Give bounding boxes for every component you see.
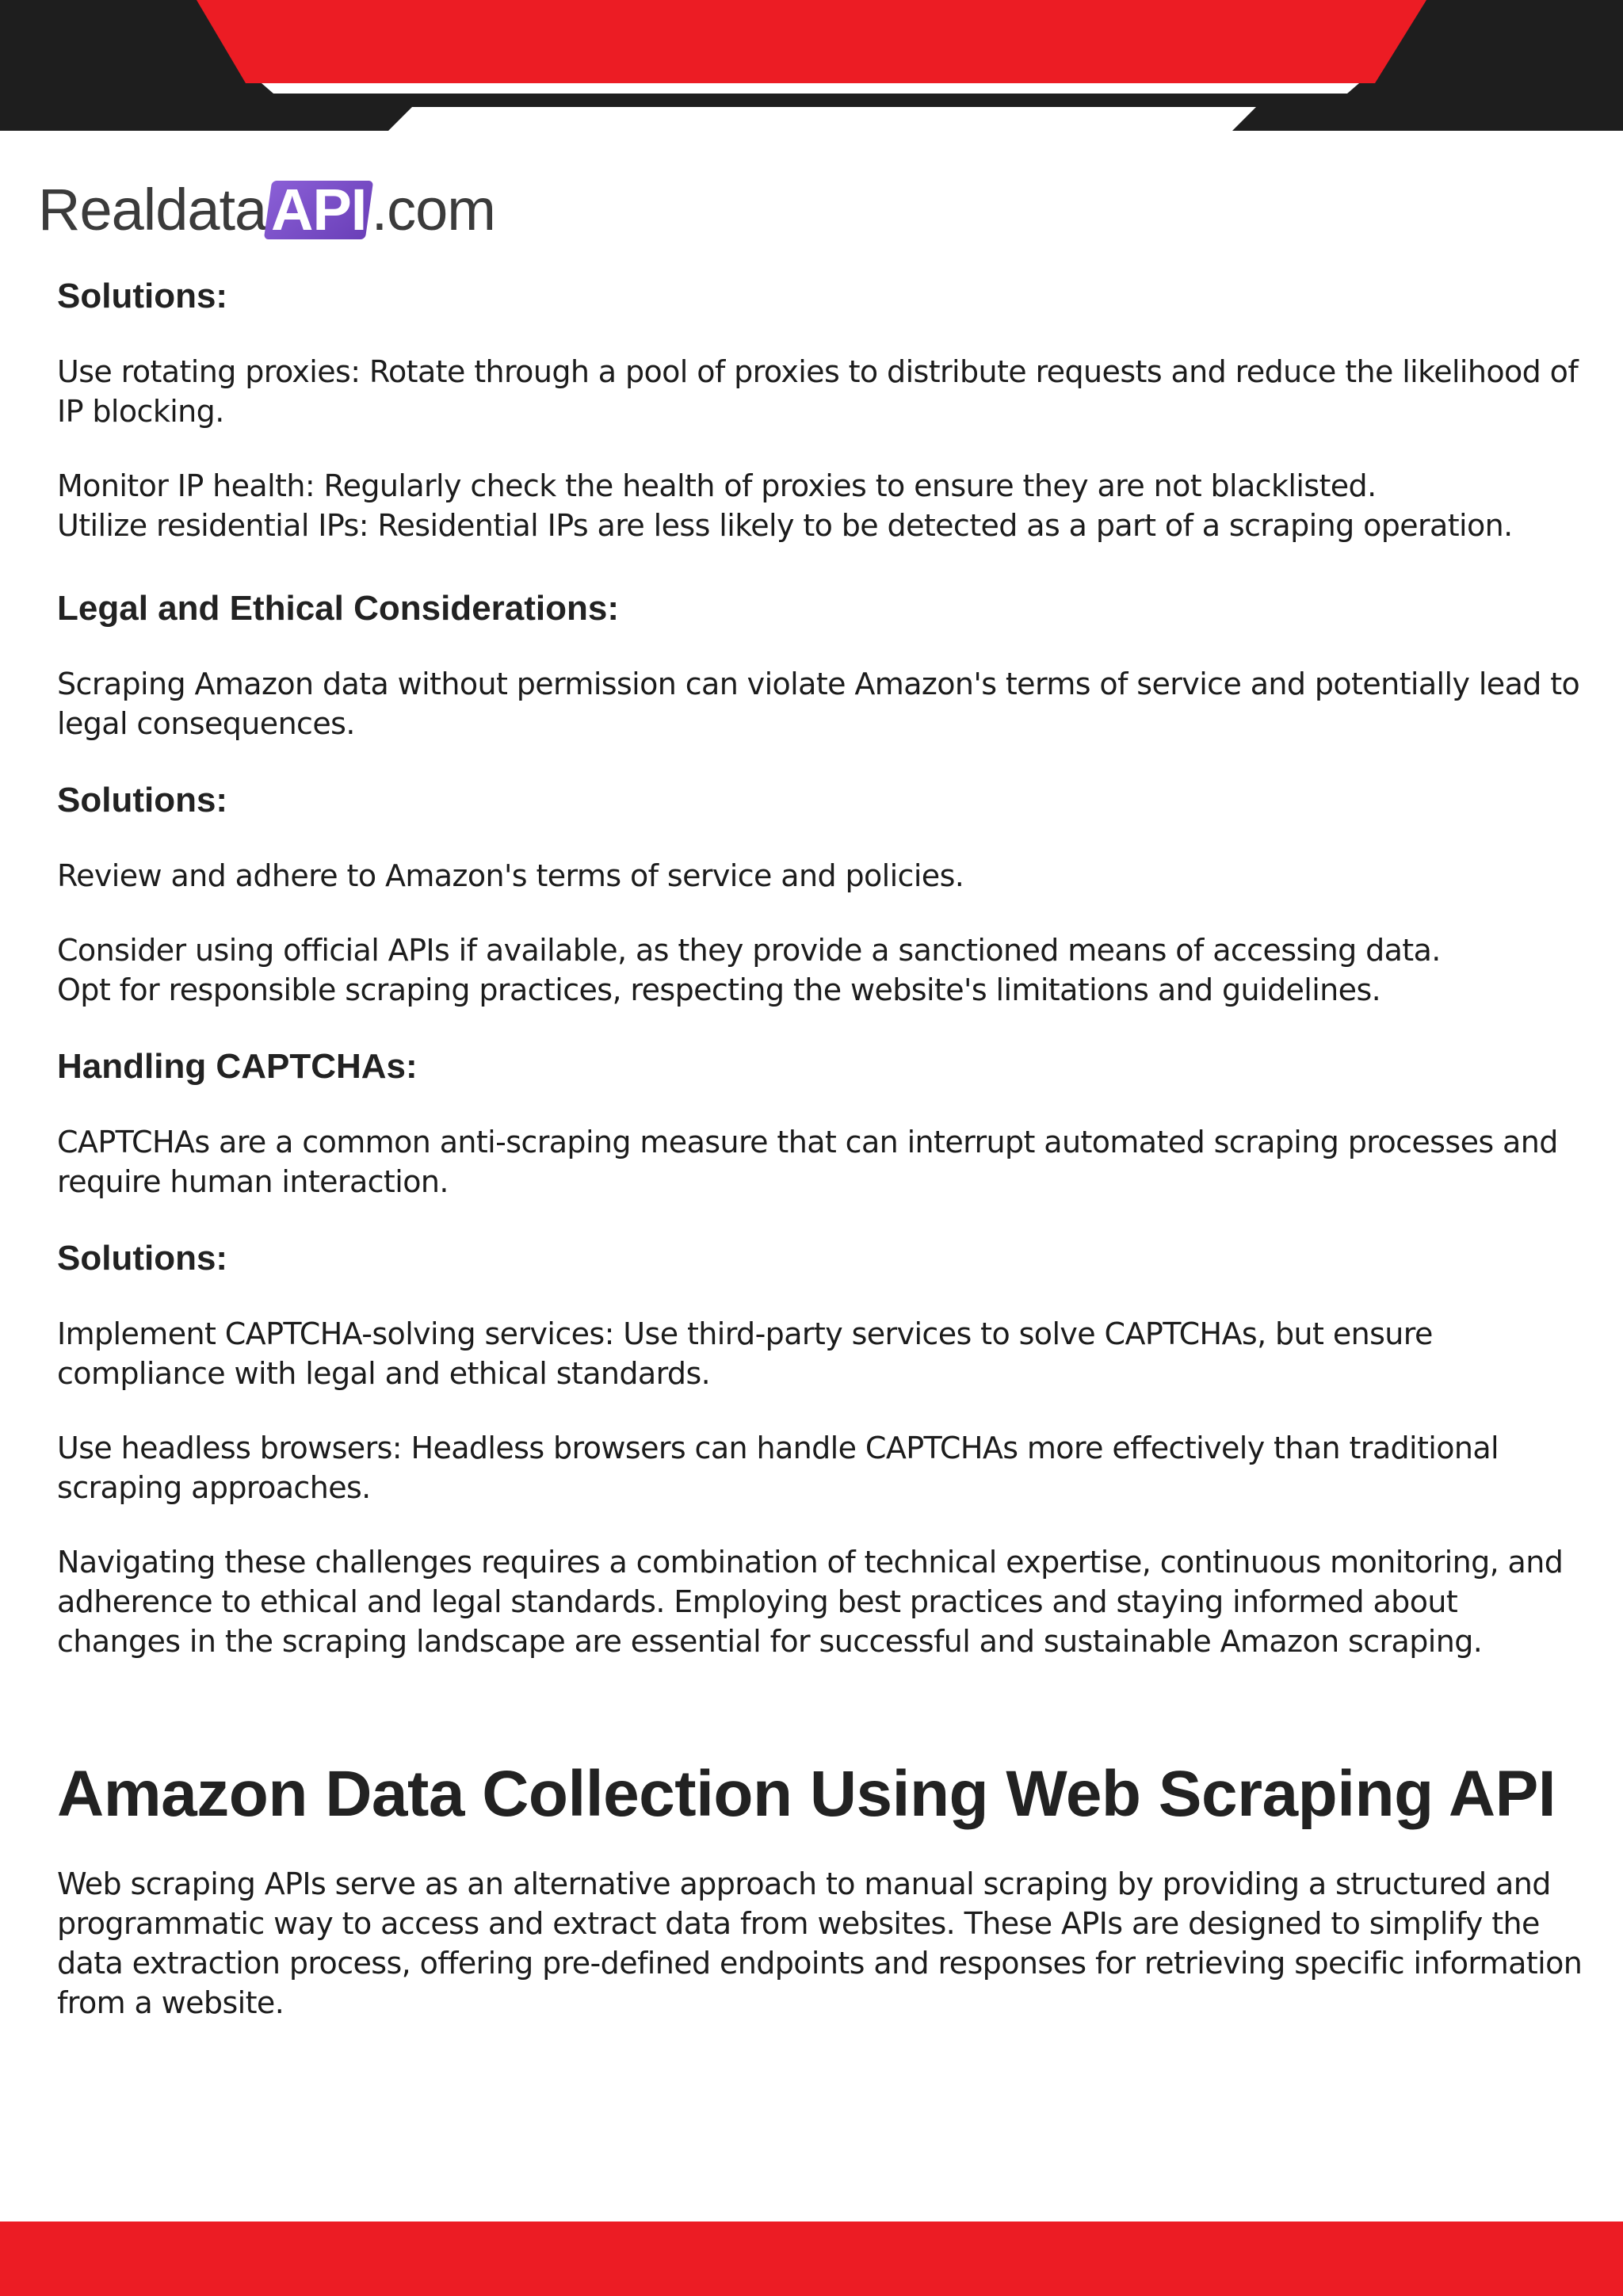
document-body [57, 274, 1587, 2023]
logo-api-badge: API [264, 181, 374, 239]
paragraph-responsible-scraping: Opt for responsible scraping practices, respecting the website's limitations and guidelines. [57, 972, 1381, 1007]
main-heading: Amazon Data Collection Using Web Scraping API [57, 1758, 1556, 1830]
realdataapi-logo [38, 177, 495, 243]
section-heading-solutions-3: Solutions: [57, 1239, 228, 1278]
paragraph-review-terms: Review and adhere to Amazon's terms of service and policies. [57, 858, 964, 893]
paragraph-navigating-challenges: Navigating these challenges requires a combination of technical expertise, continuous monitoring, and adherence to ethical and legal standards. Employing best practices and staying informed about changes in the scraping landscape are essential for successful and sustainable Amazon scraping. [57, 1545, 1564, 1659]
logo-suffix: .com [371, 177, 495, 243]
paragraph-residential-ips: Utilize residential IPs: Residential IPs are less likely to be detected as a part of a scraping operation. [57, 508, 1513, 543]
paragraph-headless-browsers: Use headless browsers: Headless browsers can handle CAPTCHAs more effectively than traditional scraping approaches. [57, 1431, 1499, 1505]
footer-decoration [0, 2222, 1623, 2296]
section-heading-captchas: Handling CAPTCHAs: [57, 1047, 418, 1086]
paragraph-captchas: CAPTCHAs are a common anti-scraping measure that can interrupt automated scraping processes and require human interaction. [57, 1125, 1558, 1199]
logo-prefix: Realdata [38, 177, 267, 243]
section-heading-solutions-1: Solutions: [57, 277, 228, 315]
paragraph-legal: Scraping Amazon data without permission can violate Amazon's terms of service and potentially lead to legal consequences. [57, 667, 1580, 741]
paragraph-monitor-ip: Monitor IP health: Regularly check the health of proxies to ensure they are not blacklisted. [57, 468, 1377, 503]
header-decoration [0, 0, 1623, 131]
paragraph-web-scraping-apis: Web scraping APIs serve as an alternative approach to manual scraping by providing a structured and programmatic way to access and extract data from websites. These APIs are designed to simplify the data extraction process, offering pre-defined endpoints and responses for retrieving specific information from a website. [57, 1866, 1583, 2020]
paragraph-rotating-proxies: Use rotating proxies: Rotate through a pool of proxies to distribute requests and reduce the likelihood of IP blocking. [57, 354, 1579, 429]
section-heading-solutions-2: Solutions: [57, 781, 228, 819]
paragraph-official-apis: Consider using official APIs if available, as they provide a sanctioned means of accessing data. [57, 933, 1441, 968]
section-heading-legal: Legal and Ethical Considerations: [57, 589, 620, 628]
paragraph-captcha-solving: Implement CAPTCHA-solving services: Use third-party services to solve CAPTCHAs, but ensure compliance with legal and ethical standards. [57, 1316, 1433, 1391]
